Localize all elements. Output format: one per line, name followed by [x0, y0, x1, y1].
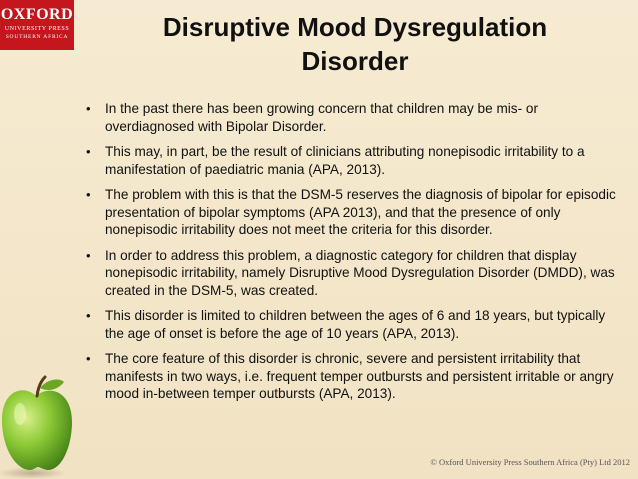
slide-title-line-2: Disorder: [301, 46, 409, 76]
bullet-item: • This may, in part, be the result of clinicians attributing nonepisodic irritability to a manifestation of paediatric mania (APA, 2013).: [84, 143, 620, 178]
slide-title-line-1: Disruptive Mood Dysregulation: [162, 12, 548, 42]
bullet-item: • In order to address this problem, a diagnostic category for children that display nonepisodic irritability, namely Disruptive Mood Dysregulation Disorder (DMDD), was created in the DSM-5, was created.: [84, 247, 620, 300]
copyright-notice: © Oxford University Press Southern Africa (Pty) Ltd 2012: [430, 457, 630, 467]
bullet-item: • This disorder is limited to children between the ages of 6 and 18 years, but typically the age of onset is before the age of 10 years (APA, 2013).: [84, 307, 620, 342]
bullet-item: • The core feature of this disorder is chronic, severe and persistent irritability that manifests in two ways, i.e. frequent temper outbursts and persistent irritable or angry mood in-between temper outbursts (APA, 2013).: [84, 350, 620, 403]
bullet-list: [84, 100, 620, 411]
bullet-item: • The problem with this is that the DSM-5 reserves the diagnosis of bipolar for episodic presentation of bipolar symptoms (APA 2013), and that the presence of only nonepisodic irritability does not meet the criteria for this disorder.: [84, 186, 620, 239]
logo-line-3: SOUTHERN AFRICA: [5, 34, 69, 40]
green-apple-icon: [0, 374, 74, 479]
oxford-logo: [0, 0, 74, 50]
bullet-item: • In the past there has been growing concern that children may be mis- or overdiagnosed with Bipolar Disorder.: [84, 100, 620, 135]
slide-title: [100, 10, 610, 78]
logo-line-1: OXFORD: [0, 6, 74, 23]
logo-line-2: UNIVERSITY PRESS: [4, 26, 70, 32]
